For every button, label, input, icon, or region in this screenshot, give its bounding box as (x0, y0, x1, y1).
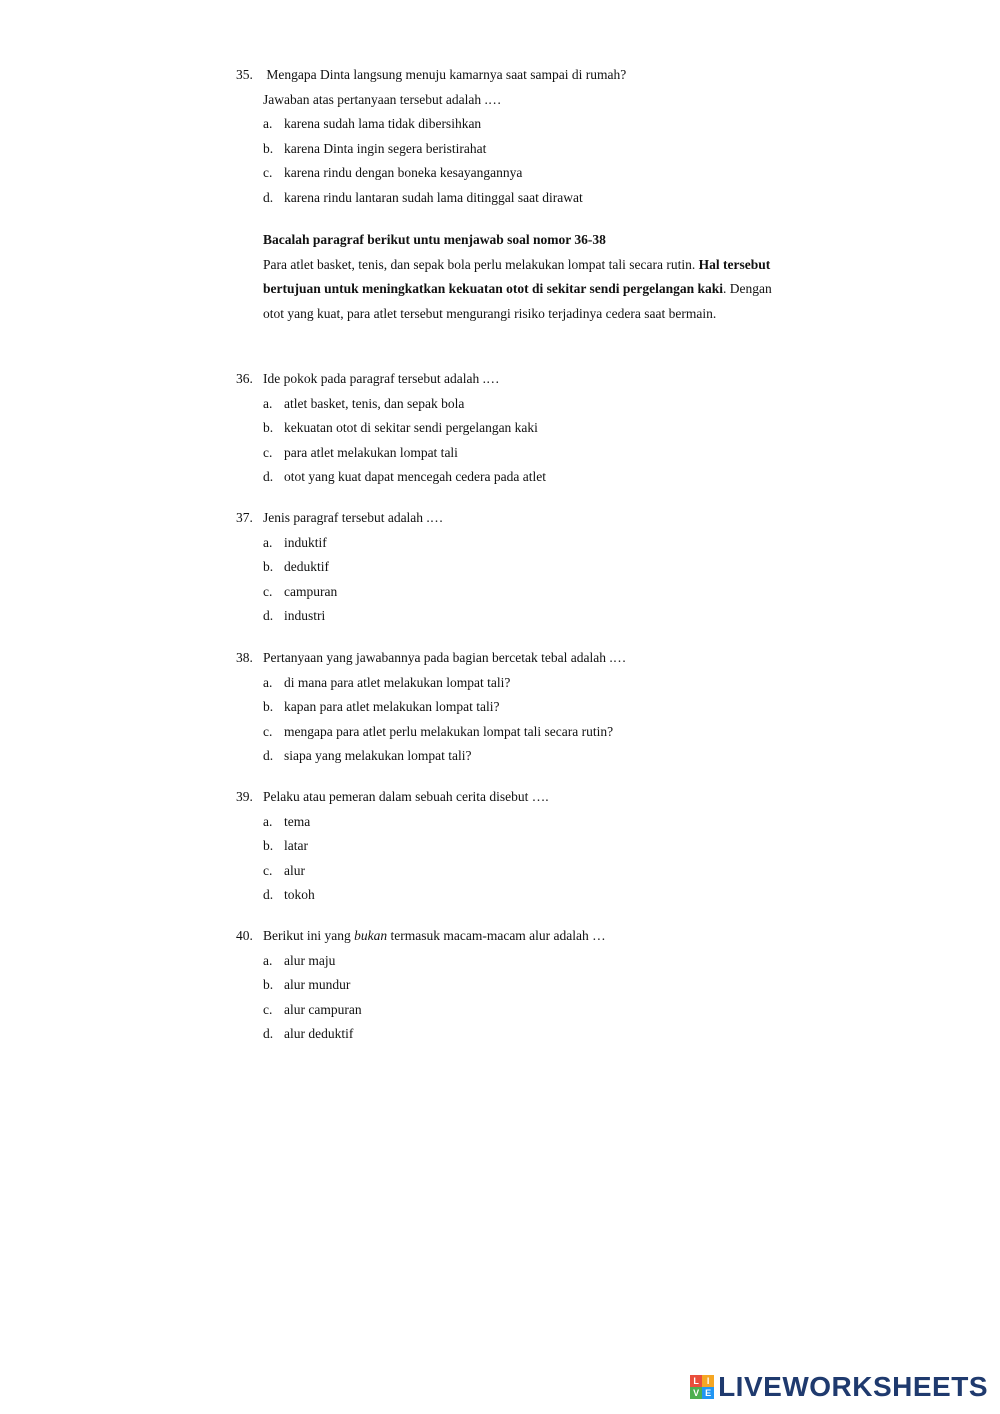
option-39-c[interactable] (236, 859, 796, 884)
option-35-a[interactable] (236, 112, 796, 137)
option-text: mengapa para atlet perlu melakukan lompat tali secara rutin? (284, 723, 614, 739)
option-letter: a. (263, 116, 273, 131)
option-36-c[interactable] (236, 441, 796, 466)
question-number: 36. (236, 371, 253, 386)
question-40-line (236, 924, 796, 949)
option-text: di mana para atlet melakukan lompat tali? (284, 674, 511, 690)
option-letter: c. (263, 583, 273, 599)
liveworksheets-logo[interactable] (690, 1370, 988, 1404)
passage-text-1: Para atlet basket, tenis, dan sepak bola perlu melakukan lompat tali secara rutin. (263, 256, 699, 272)
option-letter: a. (263, 674, 273, 690)
question-text: Pelaku atau pemeran dalam sebuah cerita disebut …. (263, 789, 549, 804)
option-40-a[interactable] (236, 949, 796, 974)
question-35-subtext: Jawaban atas pertanyaan tersebut adalah .… (263, 91, 502, 107)
question-text: Jenis paragraf tersebut adalah .… (263, 510, 444, 525)
question-38 (236, 646, 796, 769)
option-letter: b. (263, 140, 274, 156)
question-40 (236, 924, 796, 1047)
option-text: karena rindu lantaran sudah lama ditinggal saat dirawat (284, 189, 583, 205)
option-text: kapan para atlet melakukan lompat tali? (284, 699, 500, 714)
option-letter: d. (263, 469, 274, 484)
question-text-after: termasuk macam-macam alur adalah … (387, 928, 606, 943)
question-number: 35. (236, 67, 253, 82)
option-40-b[interactable] (236, 973, 796, 998)
option-letter: b. (263, 977, 274, 992)
question-text-italic: bukan (354, 928, 388, 943)
option-37-a[interactable] (236, 531, 796, 556)
option-text: kekuatan otot di sekitar sendi pergelangan kaki (284, 420, 538, 435)
option-text: deduktif (284, 559, 329, 574)
option-letter: a. (263, 813, 273, 829)
option-40-d[interactable] (236, 1022, 796, 1047)
option-38-a[interactable] (236, 671, 796, 696)
question-35 (236, 63, 796, 210)
passage-bold-text: Hal tersebut bertujuan untuk meningkatkan kekuatan otot di sekitar sendi pergelangan kaki (263, 256, 771, 296)
question-36-line (236, 367, 796, 392)
question-37 (236, 506, 796, 629)
option-text: alur mundur (284, 977, 351, 992)
option-letter: b. (263, 559, 274, 574)
option-letter: a. (263, 952, 273, 968)
logo-mark-letter: V (690, 1387, 702, 1399)
logo-text: LIVEWORKSHEETS (718, 1371, 988, 1402)
option-letter: c. (263, 165, 273, 180)
option-text: induktif (284, 534, 327, 550)
logo-mark-letter: I (702, 1375, 714, 1387)
question-text: Pertanyaan yang jawabannya pada bagian bercetak tebal adalah .… (263, 650, 627, 665)
option-text: para atlet melakukan lompat tali (284, 444, 458, 460)
option-text: karena sudah lama tidak dibersihkan (284, 116, 482, 131)
question-38-line (236, 646, 796, 671)
option-text: alur deduktif (284, 1026, 354, 1041)
option-text: otot yang kuat dapat mencegah cedera pada atlet (284, 469, 546, 484)
option-38-c[interactable] (236, 720, 796, 745)
option-text: atlet basket, tenis, dan sepak bola (284, 395, 465, 411)
option-35-d[interactable] (236, 186, 796, 211)
option-letter: d. (263, 608, 274, 623)
option-text: tema (284, 813, 311, 829)
option-letter: a. (263, 395, 273, 411)
option-letter: c. (263, 862, 273, 878)
option-letter: d. (263, 189, 274, 205)
passage-heading: Bacalah paragraf berikut untu menjawab soal nomor 36-38 (263, 232, 606, 247)
option-39-a[interactable] (236, 810, 796, 835)
option-letter: d. (263, 748, 274, 763)
reading-passage (263, 228, 783, 326)
option-letter: d. (263, 1026, 274, 1041)
option-37-b[interactable] (236, 555, 796, 580)
option-letter: b. (263, 838, 274, 853)
option-37-d[interactable] (236, 604, 796, 629)
option-letter: b. (263, 699, 274, 714)
option-text: alur campuran (284, 1001, 362, 1017)
option-36-a[interactable] (236, 392, 796, 417)
question-number: 39. (236, 789, 253, 804)
option-text: alur maju (284, 952, 336, 968)
option-37-c[interactable] (236, 580, 796, 605)
question-text-before: Berikut ini yang (263, 928, 355, 943)
passage-body (263, 253, 783, 327)
option-39-d[interactable] (236, 883, 796, 908)
option-38-b[interactable] (236, 695, 796, 720)
liveworksheets-mark-icon (690, 1375, 714, 1399)
logo-mark-letter: L (690, 1375, 702, 1387)
option-40-c[interactable] (236, 998, 796, 1023)
option-text: tokoh (284, 887, 315, 902)
question-text: Ide pokok pada paragraf tersebut adalah .… (263, 371, 500, 386)
option-38-d[interactable] (236, 744, 796, 769)
question-35-line (236, 63, 796, 88)
option-text: latar (284, 838, 308, 853)
option-letter: c. (263, 723, 273, 739)
option-text: karena rindu dengan boneka kesayangannya (284, 165, 523, 180)
question-text: Mengapa Dinta langsung menuju kamarnya saat sampai di rumah? (263, 67, 627, 82)
option-letter: c. (263, 1001, 273, 1017)
question-37-line (236, 506, 796, 531)
option-39-b[interactable] (236, 834, 796, 859)
question-number: 40. (236, 928, 253, 943)
passage-text-2: . Dengan otot yang kuat, para atlet tersebut mengurangi risiko terjadinya cedera saat bermain. (263, 281, 772, 321)
option-35-b[interactable] (236, 137, 796, 162)
question-number: 37. (236, 510, 253, 525)
option-text: campuran (284, 583, 338, 599)
option-letter: b. (263, 420, 274, 435)
option-36-b[interactable] (236, 416, 796, 441)
question-36 (236, 367, 796, 490)
option-letter: c. (263, 444, 273, 460)
option-35-c[interactable] (236, 161, 796, 186)
question-39 (236, 785, 796, 908)
option-36-d[interactable] (236, 465, 796, 490)
question-text (263, 924, 606, 949)
option-letter: d. (263, 887, 274, 902)
logo-mark-letter: E (702, 1387, 714, 1399)
question-number: 38. (236, 650, 253, 665)
option-text: alur (284, 862, 305, 878)
question-39-line (236, 785, 796, 810)
option-text: siapa yang melakukan lompat tali? (284, 748, 472, 763)
option-text: industri (284, 608, 326, 623)
option-letter: a. (263, 534, 273, 550)
option-text: karena Dinta ingin segera beristirahat (284, 140, 487, 156)
